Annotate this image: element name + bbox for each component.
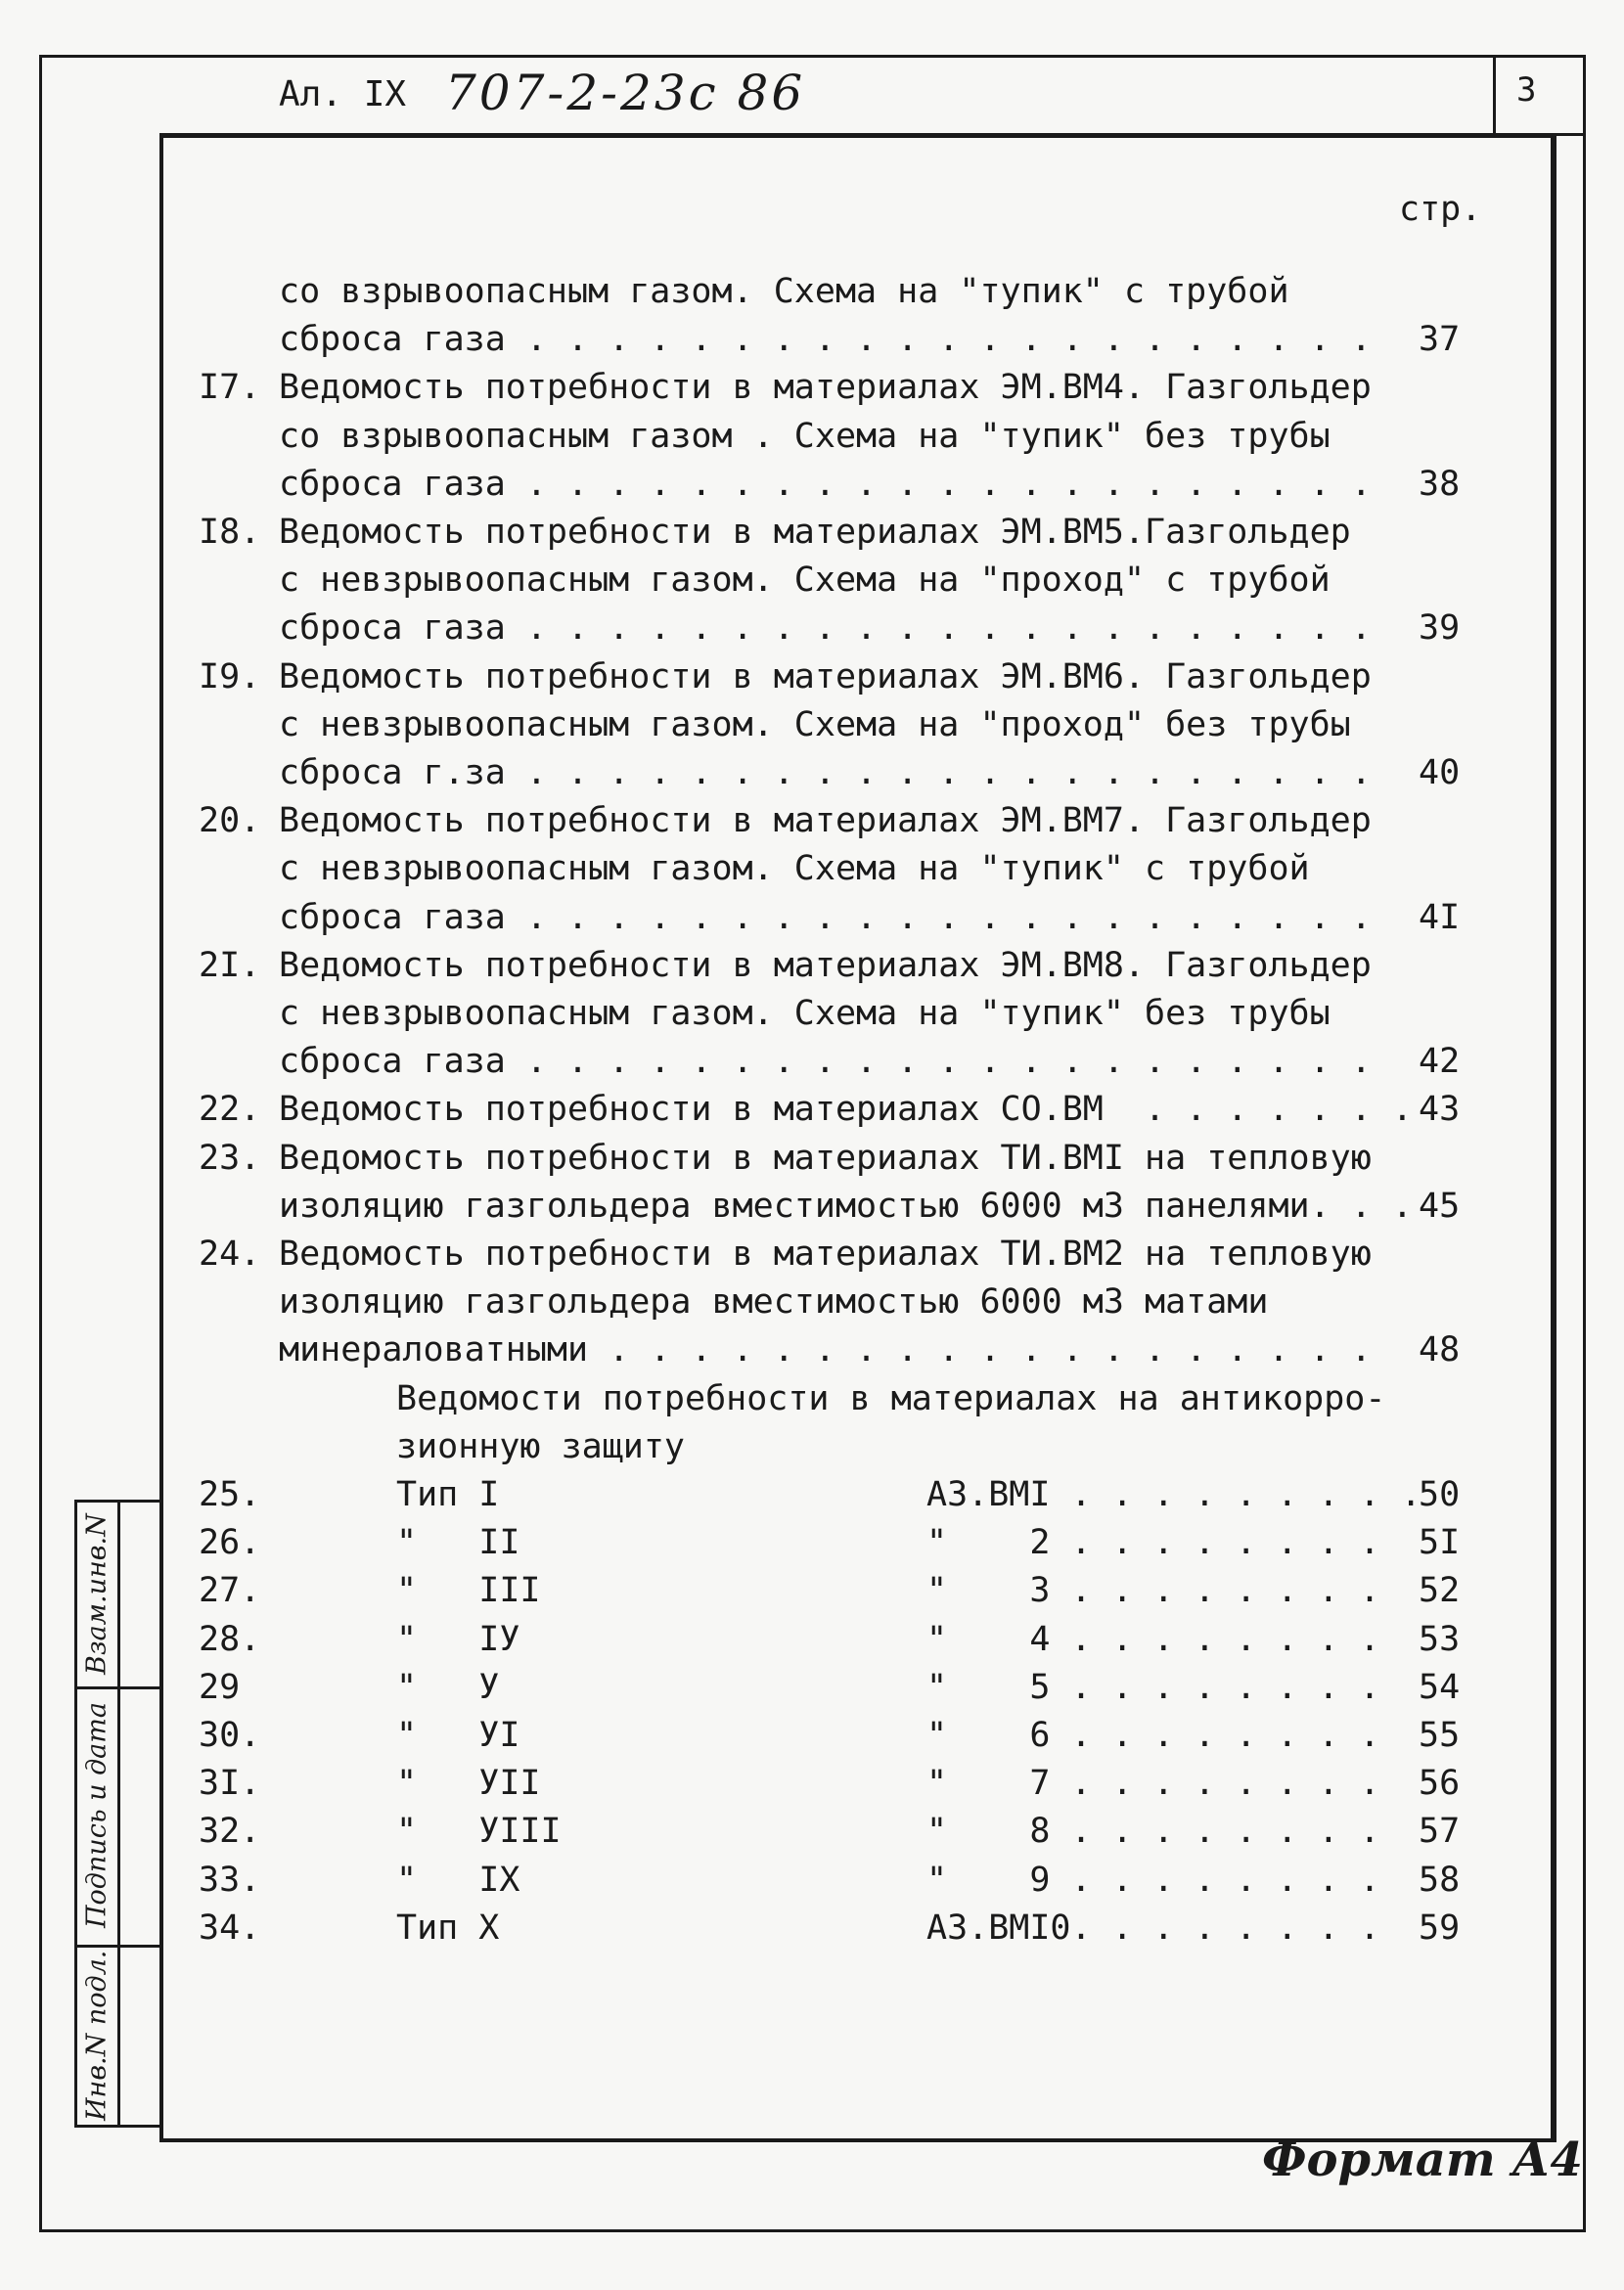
anticorrosion-type: Тип I [396,1475,500,1514]
anticorrosion-number: 32. [199,1812,261,1852]
entry-text-line: сброса газа . . . . . . . . . . . . . . . . . . . . . [279,897,1372,937]
entry-number: 23. [199,1138,261,1178]
anticorrosion-type: " УIII [396,1812,562,1852]
anticorrosion-type: " IУ [396,1619,520,1659]
entry-text-line: сброса газа . . . . . . . . . . . . . . . . . . . . . [279,464,1372,504]
entry-number: 24. [199,1235,261,1274]
document-number: 707-2-23с 86 [445,65,806,121]
anticorrosion-number: 34. [199,1908,261,1948]
anticorrosion-page: 52 [1419,1571,1461,1611]
entry-text-line: с невзрывоопасным газом. Схема на "тупик" без трубы [279,994,1331,1033]
anticorrosion-number: 25. [199,1475,261,1514]
entry-number: I7. [199,368,261,408]
entry-page: 42 [1419,1042,1461,1082]
entry-text-line: Ведомость потребности в материалах ЭМ.ВМ4. Газгольдер [279,368,1372,408]
anticorrosion-number: 3I. [199,1764,261,1804]
anticorrosion-page: 56 [1419,1764,1461,1804]
anticorrosion-number: 29 [199,1667,241,1707]
page-number-box [1493,55,1586,136]
entry-number: 22. [199,1090,261,1130]
stamp-signature-date-label: Подпись и дата [81,1702,113,1929]
entry-text-line: сброса газа . . . . . . . . . . . . . . . . . . . . . [279,320,1372,360]
album-code: Ал. IX [279,74,407,114]
anticorrosion-page: 58 [1419,1860,1461,1900]
anticorrosion-code: " 5 . . . . . . . . [926,1667,1380,1707]
section-heading-line: Ведомости потребности в материалах на антикорро- [396,1378,1386,1418]
entry-page: 43 [1419,1090,1461,1130]
entry-number: I9. [199,656,261,696]
stamp-original-inventory-label: Инв.N подл. [81,1950,113,2122]
page-column-header: стр. [1399,190,1482,229]
entry-text-line: Ведомость потребности в материалах ЭМ.ВМ8. Газгольдер [279,945,1372,985]
anticorrosion-page: 54 [1419,1667,1461,1707]
entry-text-line: Ведомость потребности в материалах СО.ВМ . . . . . . . [279,1090,1413,1130]
entry-page: 39 [1419,608,1461,649]
anticorrosion-type: " II [396,1523,520,1563]
entry-text-line: сброса газа . . . . . . . . . . . . . . . . . . . . . [279,1042,1372,1082]
anticorrosion-code: " 8 . . . . . . . . [926,1812,1380,1852]
anticorrosion-code: " 7 . . . . . . . . [926,1764,1380,1804]
anticorrosion-number: 33. [199,1860,261,1900]
entry-text-line: изоляцию газгольдера вместимостью 6000 м3 матами [279,1282,1269,1323]
format-label: Формат А4 [1262,2133,1583,2187]
anticorrosion-type: " III [396,1571,541,1611]
anticorrosion-page: 59 [1419,1908,1461,1948]
entry-text-line: со взрывоопасным газом. Схема на "тупик" с трубой [279,272,1289,311]
page-number: 3 [1516,70,1537,110]
entry-text-line: Ведомость потребности в материалах ТИ.ВМ2 на тепловую [279,1235,1372,1274]
anticorrosion-number: 26. [199,1523,261,1563]
entry-number: 2I. [199,945,261,985]
entry-text-line: Ведомость потребности в материалах ЭМ.ВМ7. Газгольдер [279,801,1372,841]
anticorrosion-number: 28. [199,1619,261,1659]
entry-number: 20. [199,801,261,841]
side-stamp [74,1500,163,2128]
entry-page: 48 [1419,1330,1461,1370]
anticorrosion-code: АЗ.ВМI0. . . . . . . . [926,1908,1380,1948]
anticorrosion-page: 53 [1419,1619,1461,1659]
anticorrosion-code: " 9 . . . . . . . . [926,1860,1380,1900]
anticorrosion-code: " 3 . . . . . . . . [926,1571,1380,1611]
entry-page: 4I [1419,897,1461,937]
entry-text-line: сброса газа . . . . . . . . . . . . . . . . . . . . . [279,608,1372,649]
entry-text-line: Ведомость потребности в материалах ТИ.ВМI на тепловую [279,1138,1372,1178]
anticorrosion-page: 50 [1419,1475,1461,1514]
entry-text-line: с невзрывоопасным газом. Схема на "проход" с трубой [279,561,1331,601]
anticorrosion-page: 55 [1419,1716,1461,1755]
entry-text-line: сброса г.за . . . . . . . . . . . . . . . . . . . . . [279,753,1372,792]
anticorrosion-type: " IX [396,1860,520,1900]
entry-text-line: изоляцию газгольдера вместимостью 6000 м3 панелями. . . [279,1186,1413,1226]
section-heading-line: зионную защиту [396,1426,686,1466]
anticorrosion-type: " У [396,1667,500,1707]
anticorrosion-type: " УI [396,1716,520,1755]
anticorrosion-code: " 4 . . . . . . . . [926,1619,1380,1659]
anticorrosion-number: 27. [199,1571,261,1611]
entry-text-line: минераловатными . . . . . . . . . . . . . . . . . . . [279,1330,1372,1370]
entry-page: 45 [1419,1186,1461,1226]
entry-text-line: Ведомость потребности в материалах ЭМ.ВМ6. Газгольдер [279,656,1372,696]
anticorrosion-number: 30. [199,1716,261,1755]
entry-number: I8. [199,513,261,552]
entry-page: 38 [1419,464,1461,504]
entry-page: 40 [1419,753,1461,792]
anticorrosion-code: " 2 . . . . . . . . [926,1523,1380,1563]
anticorrosion-code: АЗ.ВМI . . . . . . . . . [926,1475,1421,1514]
entry-text-line: со взрывоопасным газом . Схема на "тупик" без трубы [279,416,1331,456]
anticorrosion-type: " УII [396,1764,541,1804]
stamp-replacement-inventory-label: Взам.инв.N [81,1513,113,1676]
anticorrosion-type: Тип X [396,1908,500,1948]
entry-text-line: с невзрывоопасным газом. Схема на "проход" без трубы [279,704,1351,744]
entry-text-line: с невзрывоопасным газом. Схема на "тупик" с трубой [279,849,1310,889]
anticorrosion-code: " 6 . . . . . . . . [926,1716,1380,1755]
anticorrosion-page: 57 [1419,1812,1461,1852]
entry-text-line: Ведомость потребности в материалах ЭМ.ВМ5.Газгольдер [279,513,1351,552]
entry-page: 37 [1419,320,1461,360]
anticorrosion-page: 5I [1419,1523,1461,1563]
